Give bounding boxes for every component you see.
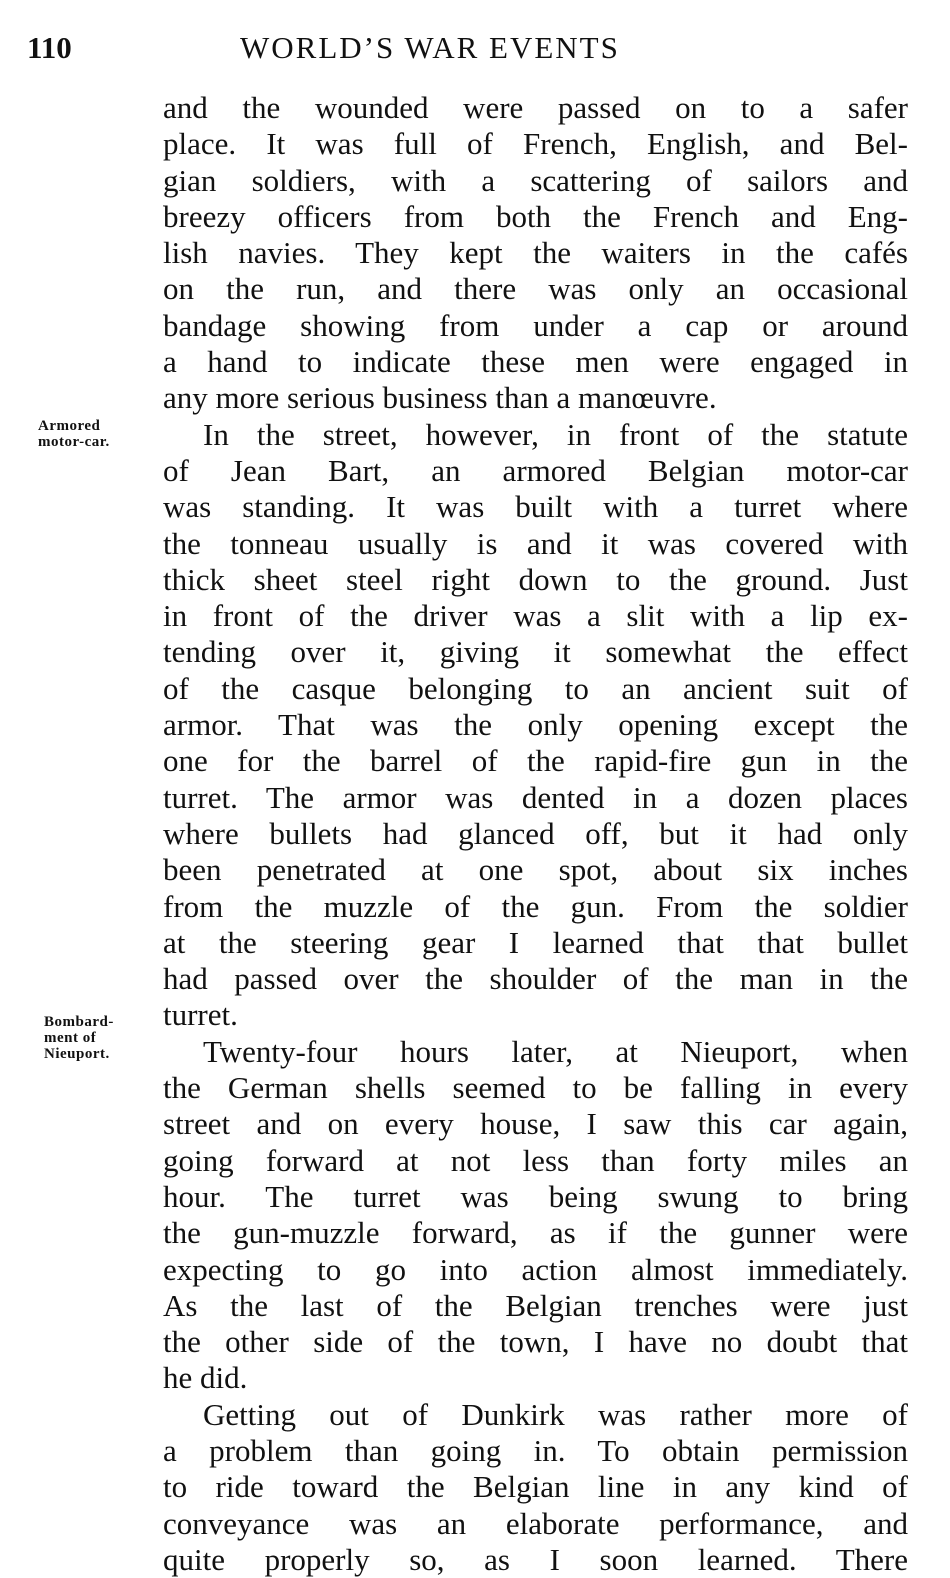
margin-note-line: ment of [44, 1030, 97, 1046]
text-line: As the last of the Belgian trenches were just [163, 1287, 908, 1323]
text-line: turret. [163, 997, 238, 1033]
text-line: any more serious business than a manœuvre. [163, 380, 717, 416]
text-line: Twenty-four hours later, at Nieuport, when [203, 1033, 908, 1069]
text-line: from the muzzle of the gun. From the soldier [163, 888, 908, 924]
text-line: breezy officers from both the French and Eng- [163, 198, 908, 234]
text-line: on the run, and there was only an occasional [163, 271, 908, 307]
text-line: and the wounded were passed on to a safer [163, 90, 908, 125]
margin-note-bombardment-of-nieuport [44, 1014, 114, 1062]
page-number: 110 [27, 30, 72, 65]
text-line: one for the barrel of the rapid-fire gun in the [163, 743, 908, 779]
text-line: armor. That was the only opening except the [163, 707, 908, 743]
text-line: bandage showing from under a cap or around [163, 307, 908, 343]
text-line: conveyance was an elaborate performance, and [163, 1505, 908, 1541]
text-line: a problem than going in. To obtain permission [163, 1432, 908, 1468]
text-line: the other side of the town, I have no doubt that [163, 1324, 908, 1360]
text-line: at the steering gear I learned that that bullet [163, 924, 908, 960]
margin-note-line: motor-car. [38, 434, 110, 450]
margin-note-armored-motor-car [38, 418, 110, 450]
margin-note-line: Nieuport. [44, 1046, 110, 1062]
text-line: hour. The turret was being swung to bring [163, 1178, 908, 1214]
text-line: quite properly so, as I soon learned. There [163, 1541, 908, 1577]
text-line: had passed over the shoulder of the man in the [163, 961, 908, 997]
margin-note-line: Armored [38, 418, 101, 434]
text-line: in front of the driver was a slit with a lip ex- [163, 598, 908, 634]
text-line: a hand to indicate these men were engaged in [163, 344, 908, 380]
text-line: street and on every house, I saw this car again, [163, 1106, 908, 1142]
text-line: the German shells seemed to be falling in every [163, 1070, 908, 1106]
text-line: been penetrated at one spot, about six inches [163, 852, 908, 888]
text-line: lish navies. They kept the waiters in the cafés [163, 235, 908, 271]
text-line: turret. The armor was dented in a dozen places [163, 779, 908, 815]
running-head: WORLD’S WAR EVENTS [240, 30, 620, 65]
text-line: In the street, however, in front of the statute [203, 416, 908, 452]
text-line: going forward at not less than forty miles an [163, 1142, 908, 1178]
text-line: where bullets had glanced off, but it had only [163, 815, 908, 851]
text-line: tending over it, giving it somewhat the effect [163, 634, 908, 670]
text-line: place. It was full of French, English, and Bel- [163, 126, 908, 162]
text-line: expecting to go into action almost immediately. [163, 1251, 908, 1287]
text-line: he did. [163, 1360, 248, 1396]
margin-note-line: Bombard- [44, 1014, 114, 1030]
body-text [163, 90, 908, 1578]
text-line: the gun-muzzle forward, as if the gunner were [163, 1215, 908, 1251]
text-line: of the casque belonging to an ancient suit of [163, 670, 908, 706]
text-line: Getting out of Dunkirk was rather more of [203, 1396, 908, 1432]
text-line: to ride toward the Belgian line in any kind of [163, 1469, 908, 1505]
text-line: gian soldiers, with a scattering of sailors and [163, 162, 908, 198]
text-line: was standing. It was built with a turret where [163, 489, 908, 525]
text-line: thick sheet steel right down to the ground. Just [163, 561, 908, 597]
text-line: of Jean Bart, an armored Belgian motor-car [163, 452, 908, 488]
text-line: the tonneau usually is and it was covered with [163, 525, 908, 561]
